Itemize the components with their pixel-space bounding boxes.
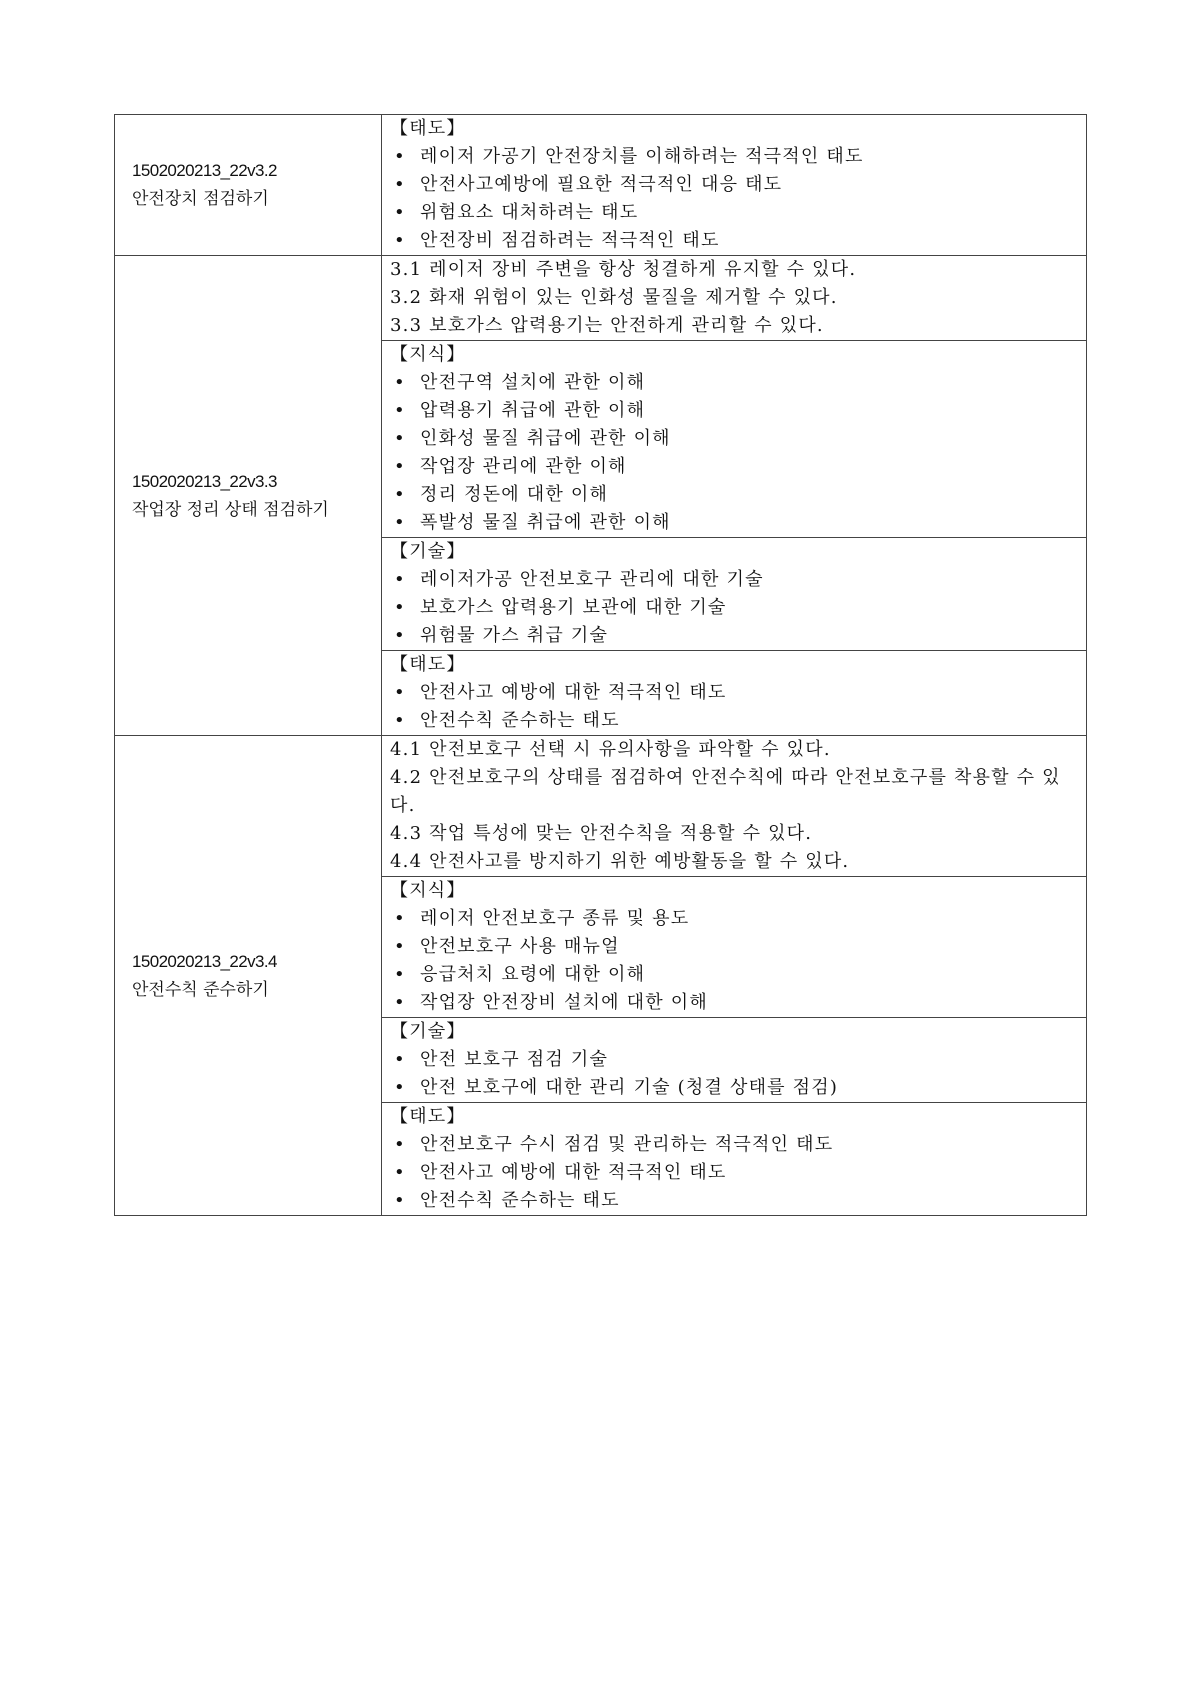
list-item: • 위험요소 대처하려는 태도 <box>382 199 1086 227</box>
criteria-item: 3.2 화재 위험이 있는 인화성 물질을 제거할 수 있다. <box>390 287 838 308</box>
skill-cell <box>382 538 1087 651</box>
unit-cell <box>115 115 382 256</box>
criteria-cell <box>382 256 1087 341</box>
list-item: • 안전보호구 수시 점검 및 관리하는 적극적인 태도 <box>382 1131 1086 1159</box>
list-item: • 보호가스 압력용기 보관에 대한 기술 <box>382 594 1086 622</box>
criteria-cell <box>382 736 1087 877</box>
list-item: • 레이저 가공기 안전장치를 이해하려는 적극적인 태도 <box>382 143 1086 171</box>
section-heading: 【지식】 <box>390 344 466 365</box>
unit-name: 작업장 정리 상태 점검하기 <box>132 499 329 520</box>
section-heading: 【태도】 <box>390 654 466 675</box>
section-heading: 【태도】 <box>390 118 466 139</box>
list-item: • 안전사고 예방에 대한 적극적인 태도 <box>382 1159 1086 1187</box>
skill-cell <box>382 1018 1087 1103</box>
section-heading: 【태도】 <box>390 1106 466 1127</box>
criteria-item: 4.1 안전보호구 선택 시 유의사항을 파악할 수 있다. <box>390 739 831 760</box>
list-item: • 작업장 안전장비 설치에 대한 이해 <box>382 989 1086 1017</box>
list-item: • 안전보호구 사용 매뉴얼 <box>382 933 1086 961</box>
competency-table <box>114 114 1087 1216</box>
attitude-cell <box>382 115 1087 256</box>
unit-name: 안전장치 점검하기 <box>132 189 269 209</box>
criteria-item: 4.3 작업 특성에 맞는 안전수칙을 적용할 수 있다. <box>390 823 813 844</box>
knowledge-cell <box>382 341 1087 538</box>
criteria-item: 3.1 레이저 장비 주변을 항상 청결하게 유지할 수 있다. <box>390 259 857 280</box>
list-item: • 안전수칙 준수하는 태도 <box>382 707 1086 735</box>
list-item: • 안전구역 설치에 관한 이해 <box>382 369 1086 397</box>
unit-name: 안전수칙 준수하기 <box>132 979 269 1000</box>
table-row <box>115 256 1087 341</box>
list-item: • 안전사고 예방에 대한 적극적인 태도 <box>382 679 1086 707</box>
unit-cell <box>115 256 382 736</box>
table-row <box>115 736 1087 877</box>
unit-cell <box>115 736 382 1216</box>
unit-code: 1502020213_22v3.4 <box>132 951 277 971</box>
attitude-cell <box>382 651 1087 736</box>
criteria-item: 4.4 안전사고를 방지하기 위한 예방활동을 할 수 있다. <box>390 851 850 872</box>
section-heading: 【기술】 <box>390 1021 466 1042</box>
list-item: • 위험물 가스 취급 기술 <box>382 622 1086 650</box>
list-item: • 폭발성 물질 취급에 관한 이해 <box>382 509 1086 537</box>
list-item: • 레이저 안전보호구 종류 및 용도 <box>382 905 1086 933</box>
list-item: • 레이저가공 안전보호구 관리에 대한 기술 <box>382 566 1086 594</box>
attitude-cell <box>382 1103 1087 1216</box>
list-item: • 응급처치 요령에 대한 이해 <box>382 961 1086 989</box>
list-item: • 작업장 관리에 관한 이해 <box>382 453 1086 481</box>
list-item: • 정리 정돈에 대한 이해 <box>382 481 1086 509</box>
knowledge-cell <box>382 877 1087 1018</box>
unit-code: 1502020213_22v3.3 <box>132 471 277 491</box>
table-row <box>115 115 1087 256</box>
section-heading: 【지식】 <box>390 880 466 901</box>
criteria-item: 4.2 안전보호구의 상태를 점검하여 안전수칙에 따라 안전보호구를 착용할 수 있다. <box>390 767 1061 816</box>
list-item: • 안전사고예방에 필요한 적극적인 대응 태도 <box>382 171 1086 199</box>
list-item: • 안전장비 점검하려는 적극적인 태도 <box>382 227 1086 255</box>
list-item: • 인화성 물질 취급에 관한 이해 <box>382 425 1086 453</box>
section-heading: 【기술】 <box>390 541 466 562</box>
unit-code: 1502020213_22v3.2 <box>132 161 277 180</box>
list-item: • 안전 보호구에 대한 관리 기술 (청결 상태를 점검) <box>382 1074 1086 1102</box>
list-item: • 안전 보호구 점검 기술 <box>382 1046 1086 1074</box>
criteria-item: 3.3 보호가스 압력용기는 안전하게 관리할 수 있다. <box>390 315 824 336</box>
list-item: • 안전수칙 준수하는 태도 <box>382 1187 1086 1215</box>
list-item: • 압력용기 취급에 관한 이해 <box>382 397 1086 425</box>
